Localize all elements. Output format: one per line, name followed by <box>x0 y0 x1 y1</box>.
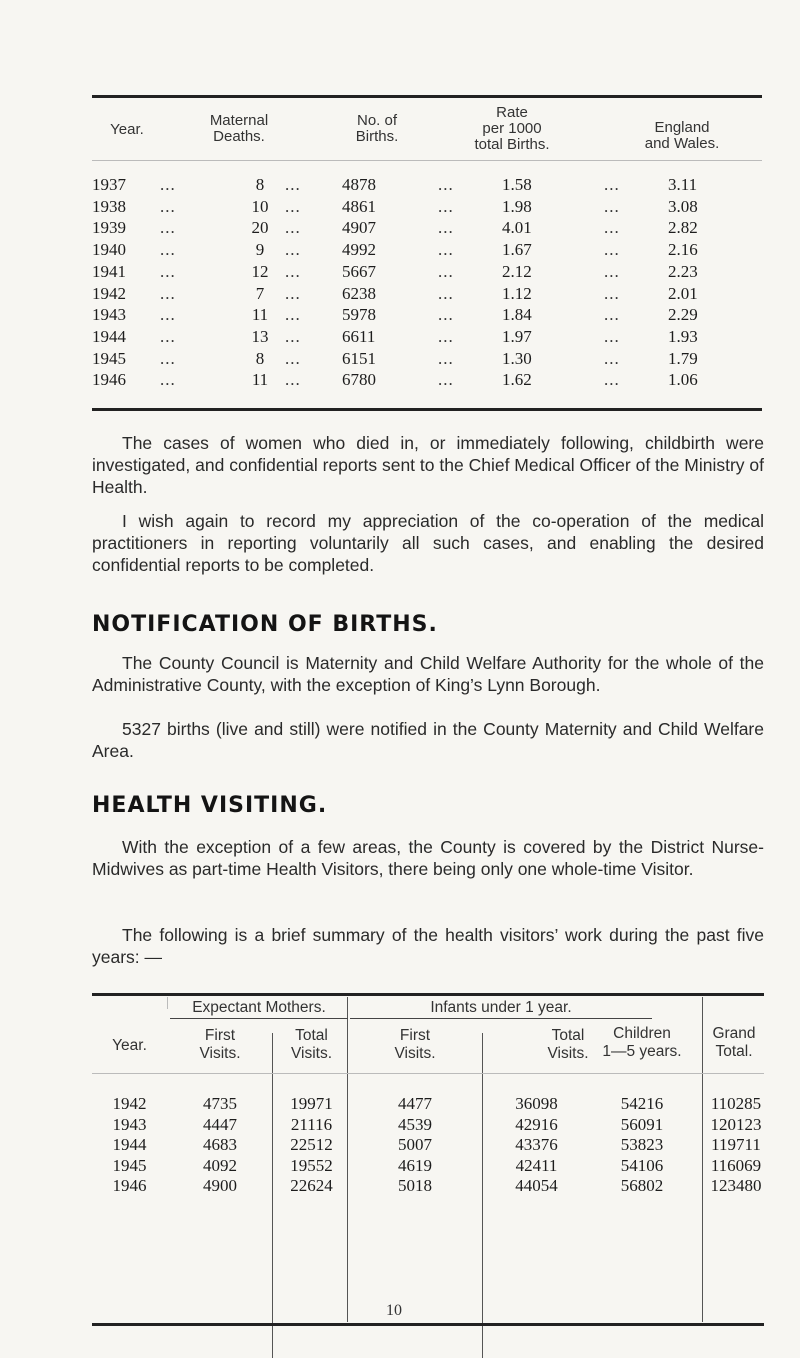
table-row <box>92 175 762 197</box>
cell-year: 1946 <box>92 370 126 390</box>
cell-ew: 2.01 <box>668 283 698 303</box>
cell-rate: 4.01 <box>502 218 532 238</box>
header-year: Year. <box>110 121 144 138</box>
cell-year: 1937 <box>92 175 126 194</box>
paragraph-county-council: The County Council is Maternity and Child Welfare Authority for the whole of the Administrative County, with the exception of King’s Lynn Borough. <box>92 653 764 695</box>
header-underline <box>350 1018 652 1019</box>
table-row <box>92 218 762 240</box>
table-row <box>92 284 762 306</box>
leader-dots: ... <box>160 218 176 238</box>
header-rate: Rate per 1000 total Births. <box>474 104 550 153</box>
header-expectant-mothers: Expectant Mothers. <box>192 999 326 1016</box>
cell-em-first: 4092 <box>203 1155 237 1175</box>
cell-children: 54106 <box>620 1155 664 1175</box>
cell-ew: 2.82 <box>668 218 698 238</box>
cell-inf-first: 5007 <box>398 1135 432 1154</box>
table-row <box>92 240 762 262</box>
table-row <box>92 1115 764 1136</box>
cell-rate: 1.58 <box>502 175 532 194</box>
health-visits-table <box>92 993 764 1273</box>
column-divider <box>167 997 168 1009</box>
cell-ew: 1.79 <box>668 348 698 368</box>
header-rule <box>92 160 762 161</box>
leader-dots: ... <box>160 196 176 216</box>
cell-em-total: 22512 <box>290 1135 333 1154</box>
cell-year: 1939 <box>92 218 126 238</box>
cell-grand: 119711 <box>711 1135 761 1154</box>
leader-dots: ... <box>604 283 620 303</box>
header-maternal-deaths: Maternal Deaths. <box>209 112 269 145</box>
cell-em-first: 4447 <box>203 1114 237 1134</box>
cell-births: 6238 <box>342 283 376 303</box>
cell-births: 6151 <box>342 348 376 368</box>
cell-inf-first: 4539 <box>398 1114 432 1134</box>
table-row <box>92 1094 764 1115</box>
leader-dots: ... <box>604 348 620 368</box>
heading-health-visiting: HEALTH VISITING. <box>92 793 328 818</box>
cell-year: 1945 <box>92 348 126 368</box>
cell-children: 56091 <box>620 1114 664 1134</box>
cell-rate: 1.84 <box>502 305 532 325</box>
leader-dots: ... <box>604 240 620 260</box>
leader-dots: ... <box>160 261 176 281</box>
cell-year: 1946 <box>112 1176 147 1195</box>
paragraph-investigation: The cases of women who died in, or immediately following, childbirth were investigated, and confidential reports sent to the Chief Medical Officer of the Ministry of Health. <box>92 433 764 497</box>
header-grand-total: Grand Total. <box>712 1025 756 1060</box>
leader-dots: ... <box>285 326 301 346</box>
cell-inf-total: 42411 <box>515 1155 558 1175</box>
cell-rate: 1.12 <box>502 283 532 303</box>
leader-dots: ... <box>438 196 454 216</box>
header-births: No. of Births. <box>355 112 399 145</box>
leader-dots: ... <box>160 370 176 390</box>
cell-rate: 1.97 <box>502 326 532 346</box>
leader-dots: ... <box>438 175 454 194</box>
cell-inf-total: 44054 <box>515 1176 558 1195</box>
cell-rate: 1.62 <box>502 370 532 390</box>
paragraph-summary-intro: The following is a brief summary of the health visitors’ work during the past five years: — <box>92 925 764 967</box>
cell-year: 1942 <box>92 283 126 303</box>
leader-dots: ... <box>285 196 301 216</box>
leader-dots: ... <box>604 196 620 216</box>
cell-inf-first: 5018 <box>398 1176 432 1195</box>
leader-dots: ... <box>604 370 620 390</box>
table-row <box>92 1156 764 1177</box>
table-header <box>92 95 762 165</box>
cell-year: 1943 <box>92 305 126 325</box>
leader-dots: ... <box>604 326 620 346</box>
leader-dots: ... <box>285 218 301 238</box>
cell-year: 1941 <box>92 261 126 281</box>
cell-births: 4907 <box>342 218 376 238</box>
cell-deaths: 20 <box>251 218 269 238</box>
table-row <box>92 1135 764 1156</box>
cell-ew: 2.23 <box>668 261 698 281</box>
cell-grand: 123480 <box>710 1176 762 1195</box>
paragraph-appreciation: I wish again to record my appreciation of the co-operation of the medical practitioners in reporting voluntarily all such cases, and enabling the desired confidential reports to be completed. <box>92 511 764 575</box>
cell-births: 4992 <box>342 240 376 260</box>
cell-year: 1944 <box>92 326 126 346</box>
cell-births: 6780 <box>342 370 376 390</box>
header-england-wales: England and Wales. <box>644 119 720 152</box>
cell-inf-total: 42916 <box>515 1114 558 1134</box>
cell-em-total: 19971 <box>290 1094 333 1113</box>
cell-em-first: 4900 <box>203 1176 237 1195</box>
header-rule <box>92 1073 764 1074</box>
cell-rate: 2.12 <box>502 261 532 281</box>
leader-dots: ... <box>285 240 301 260</box>
cell-deaths: 8 <box>255 175 265 194</box>
cell-em-total: 22624 <box>290 1176 333 1195</box>
header-year: Year. <box>112 1037 147 1054</box>
table-bottom-rule <box>92 408 762 411</box>
table-row <box>92 262 762 284</box>
leader-dots: ... <box>160 175 176 194</box>
cell-grand: 110285 <box>710 1094 762 1113</box>
cell-year: 1945 <box>112 1155 147 1175</box>
cell-ew: 1.06 <box>668 370 698 390</box>
header-em-total-visits: Total Visits. <box>290 1027 333 1062</box>
cell-year: 1940 <box>92 240 126 260</box>
page-number: 10 <box>386 1302 402 1319</box>
table-row <box>92 349 762 371</box>
leader-dots: ... <box>438 326 454 346</box>
header-em-first-visits: First Visits. <box>199 1027 241 1062</box>
cell-deaths: 13 <box>251 326 269 346</box>
cell-children: 56802 <box>620 1176 664 1195</box>
cell-em-first: 4735 <box>203 1094 237 1113</box>
cell-births: 4878 <box>342 175 376 194</box>
leader-dots: ... <box>604 218 620 238</box>
table-row <box>92 197 762 219</box>
cell-ew: 1.93 <box>668 326 698 346</box>
cell-children: 53823 <box>620 1135 664 1154</box>
cell-ew: 2.29 <box>668 305 698 325</box>
cell-inf-total: 36098 <box>515 1094 558 1113</box>
heading-notification-of-births: NOTIFICATION OF BIRTHS. <box>92 612 438 637</box>
leader-dots: ... <box>285 175 301 194</box>
paragraph-births-notified: 5327 births (live and still) were notified in the County Maternity and Child Welfare Area. <box>92 719 764 761</box>
leader-dots: ... <box>604 175 620 194</box>
header-children: Children 1—5 years. <box>602 1025 682 1060</box>
header-inf-total-visits: Total Visits. <box>547 1027 589 1062</box>
cell-deaths: 7 <box>255 283 265 303</box>
cell-year: 1943 <box>112 1114 147 1134</box>
leader-dots: ... <box>285 348 301 368</box>
table-row <box>92 1176 764 1197</box>
leader-dots: ... <box>160 240 176 260</box>
cell-ew: 2.16 <box>668 240 698 260</box>
cell-rate: 1.30 <box>502 348 532 368</box>
table-row <box>92 370 762 392</box>
leader-dots: ... <box>604 305 620 325</box>
leader-dots: ... <box>285 283 301 303</box>
cell-year: 1938 <box>92 196 126 216</box>
cell-rate: 1.67 <box>502 240 532 260</box>
leader-dots: ... <box>160 348 176 368</box>
cell-em-first: 4683 <box>203 1135 237 1154</box>
cell-deaths: 9 <box>255 240 265 260</box>
leader-dots: ... <box>438 305 454 325</box>
leader-dots: ... <box>285 261 301 281</box>
cell-deaths: 11 <box>251 370 269 390</box>
leader-dots: ... <box>438 283 454 303</box>
leader-dots: ... <box>438 370 454 390</box>
leader-dots: ... <box>285 370 301 390</box>
table-top-rule <box>92 993 764 996</box>
header-infants: Infants under 1 year. <box>430 999 572 1016</box>
header-inf-first-visits: First Visits. <box>394 1027 436 1062</box>
header-underline <box>170 1018 348 1019</box>
cell-ew: 3.08 <box>668 196 698 216</box>
leader-dots: ... <box>438 261 454 281</box>
cell-deaths: 12 <box>251 261 269 281</box>
leader-dots: ... <box>285 305 301 325</box>
cell-deaths: 11 <box>251 305 269 325</box>
cell-year: 1942 <box>112 1094 147 1113</box>
leader-dots: ... <box>160 283 176 303</box>
cell-births: 5978 <box>342 305 376 325</box>
leader-dots: ... <box>160 305 176 325</box>
leader-dots: ... <box>438 240 454 260</box>
cell-grand: 116069 <box>710 1155 762 1175</box>
cell-ew: 3.11 <box>668 175 698 194</box>
cell-births: 6611 <box>342 326 376 346</box>
cell-births: 4861 <box>342 196 376 216</box>
cell-deaths: 10 <box>251 196 269 216</box>
cell-children: 54216 <box>620 1094 664 1113</box>
leader-dots: ... <box>438 218 454 238</box>
cell-inf-total: 43376 <box>515 1135 558 1154</box>
cell-em-total: 19552 <box>290 1155 333 1175</box>
table-row <box>92 305 762 327</box>
leader-dots: ... <box>438 348 454 368</box>
cell-births: 5667 <box>342 261 376 281</box>
leader-dots: ... <box>604 261 620 281</box>
table-bottom-rule <box>92 1323 764 1326</box>
table-row <box>92 327 762 349</box>
paragraph-health-visitors: With the exception of a few areas, the County is covered by the District Nurse-Midwives as part-time Health Visitors, there being only one whole-time Visitor. <box>92 837 764 879</box>
cell-inf-first: 4619 <box>398 1155 432 1175</box>
cell-year: 1944 <box>112 1135 147 1154</box>
cell-em-total: 21116 <box>290 1114 333 1134</box>
cell-grand: 120123 <box>710 1114 762 1134</box>
leader-dots: ... <box>160 326 176 346</box>
cell-inf-first: 4477 <box>398 1094 432 1113</box>
cell-deaths: 8 <box>255 348 265 368</box>
cell-rate: 1.98 <box>502 196 532 216</box>
